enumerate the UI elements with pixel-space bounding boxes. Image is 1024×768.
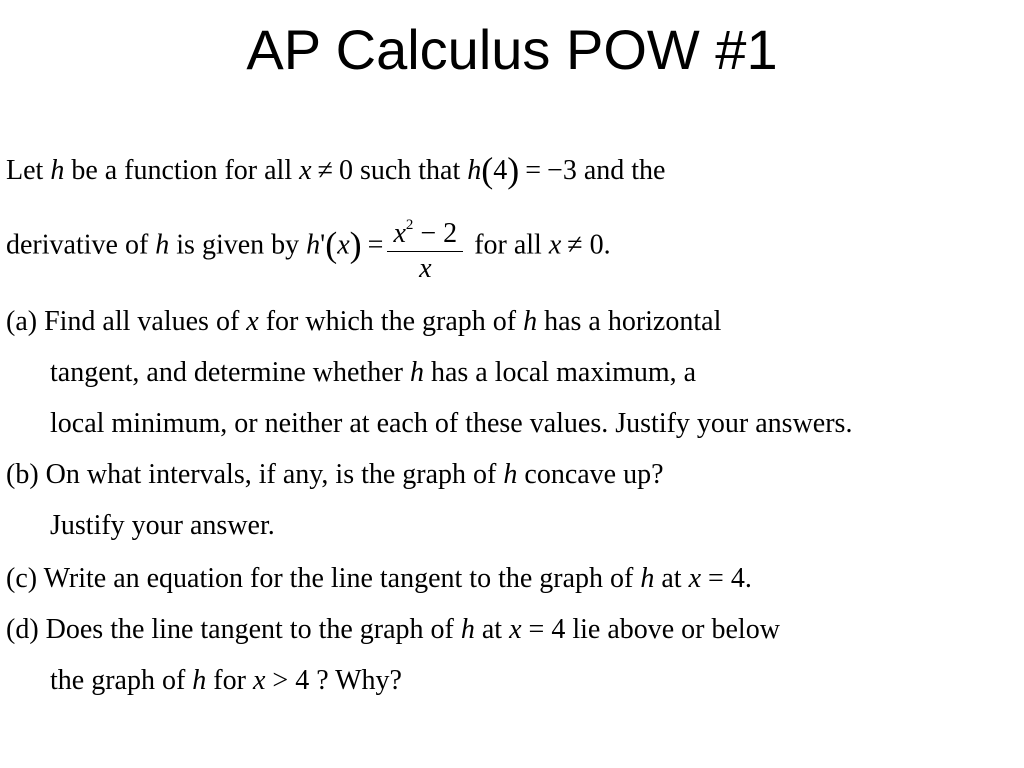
text: has a local maximum, a	[423, 357, 697, 388]
part-b-line-1	[6, 457, 664, 493]
part-a-line-2	[50, 355, 696, 391]
left-paren: (	[325, 224, 338, 265]
text: for which the graph of	[258, 306, 524, 337]
var-x: x	[393, 218, 406, 249]
var-h: h	[192, 665, 207, 696]
derivative-fraction	[387, 208, 463, 286]
text: local minimum, or neither at each of these values. Justify your answers.	[50, 408, 853, 439]
number: −3	[547, 155, 577, 186]
equals-symbol: =	[521, 614, 552, 645]
equals-symbol: =	[367, 229, 384, 261]
part-d-line-1	[6, 612, 780, 648]
text: has a horizontal	[537, 306, 722, 337]
text: is given by	[169, 229, 307, 261]
var-h: h	[467, 155, 482, 186]
not-equal-symbol: ≠	[567, 229, 583, 261]
var-x: x	[299, 155, 312, 186]
var-x: x	[246, 306, 259, 337]
var-h: h	[523, 306, 538, 337]
fraction-denominator	[387, 252, 463, 286]
text: (d) Does the line tangent to the graph of	[6, 614, 461, 645]
part-a-line-1	[6, 304, 721, 340]
text: and the	[576, 155, 666, 186]
fraction-numerator	[387, 208, 463, 252]
text: (b) On what intervals, if any, is the graph of	[6, 459, 504, 490]
var-h: h	[155, 229, 170, 261]
text: be a function for all	[64, 155, 300, 186]
number: 4	[493, 155, 508, 186]
var-x: x	[252, 665, 266, 696]
problem-statement-line-1	[6, 152, 665, 189]
text: Let	[6, 155, 51, 186]
equals-symbol: =	[525, 155, 542, 186]
exponent: 2	[405, 217, 414, 233]
text: at	[474, 614, 510, 645]
text: 0.	[582, 229, 611, 261]
text: at	[654, 563, 689, 594]
var-h: h	[503, 459, 518, 490]
problem-statement-line-2	[6, 208, 611, 286]
part-d-line-2	[50, 663, 402, 699]
var-h: h	[50, 155, 65, 186]
var-h: h	[409, 357, 424, 388]
var-x: x	[419, 253, 432, 284]
text: concave up?	[517, 459, 664, 490]
part-a-line-3	[50, 406, 852, 442]
text: Justify your answer.	[50, 510, 275, 541]
text: derivative of	[6, 229, 156, 261]
text: 4.	[730, 563, 752, 594]
var-x: x	[548, 229, 562, 261]
text: such that	[352, 155, 468, 186]
var-h-prime: h	[306, 229, 321, 261]
greater-than-symbol: >	[265, 665, 296, 696]
text: (a) Find all values of	[6, 306, 247, 337]
not-equal-symbol: ≠	[317, 155, 333, 186]
text: 4 lie above or below	[551, 614, 780, 645]
left-paren: (	[481, 150, 494, 190]
part-b-line-2	[50, 508, 275, 544]
text: for all	[467, 229, 549, 261]
right-paren: )	[507, 150, 520, 190]
page-title: AP Calculus POW #1	[246, 18, 778, 81]
prime-symbol: '	[320, 229, 326, 261]
text: tangent, and determine whether	[50, 357, 410, 388]
numerator-rest: − 2	[413, 218, 458, 249]
var-x: x	[509, 614, 522, 645]
var-h: h	[640, 563, 655, 594]
text: 4 ? Why?	[295, 665, 402, 696]
part-c-line-1	[6, 561, 752, 597]
number: 0	[338, 155, 353, 186]
text: for	[206, 665, 253, 696]
text: the graph of	[50, 665, 193, 696]
equals-symbol: =	[701, 563, 731, 594]
text: (c) Write an equation for the line tangent to the graph of	[6, 563, 641, 594]
var-x: x	[337, 229, 350, 261]
var-h: h	[460, 614, 475, 645]
right-paren: )	[349, 224, 362, 265]
var-x: x	[688, 563, 702, 594]
